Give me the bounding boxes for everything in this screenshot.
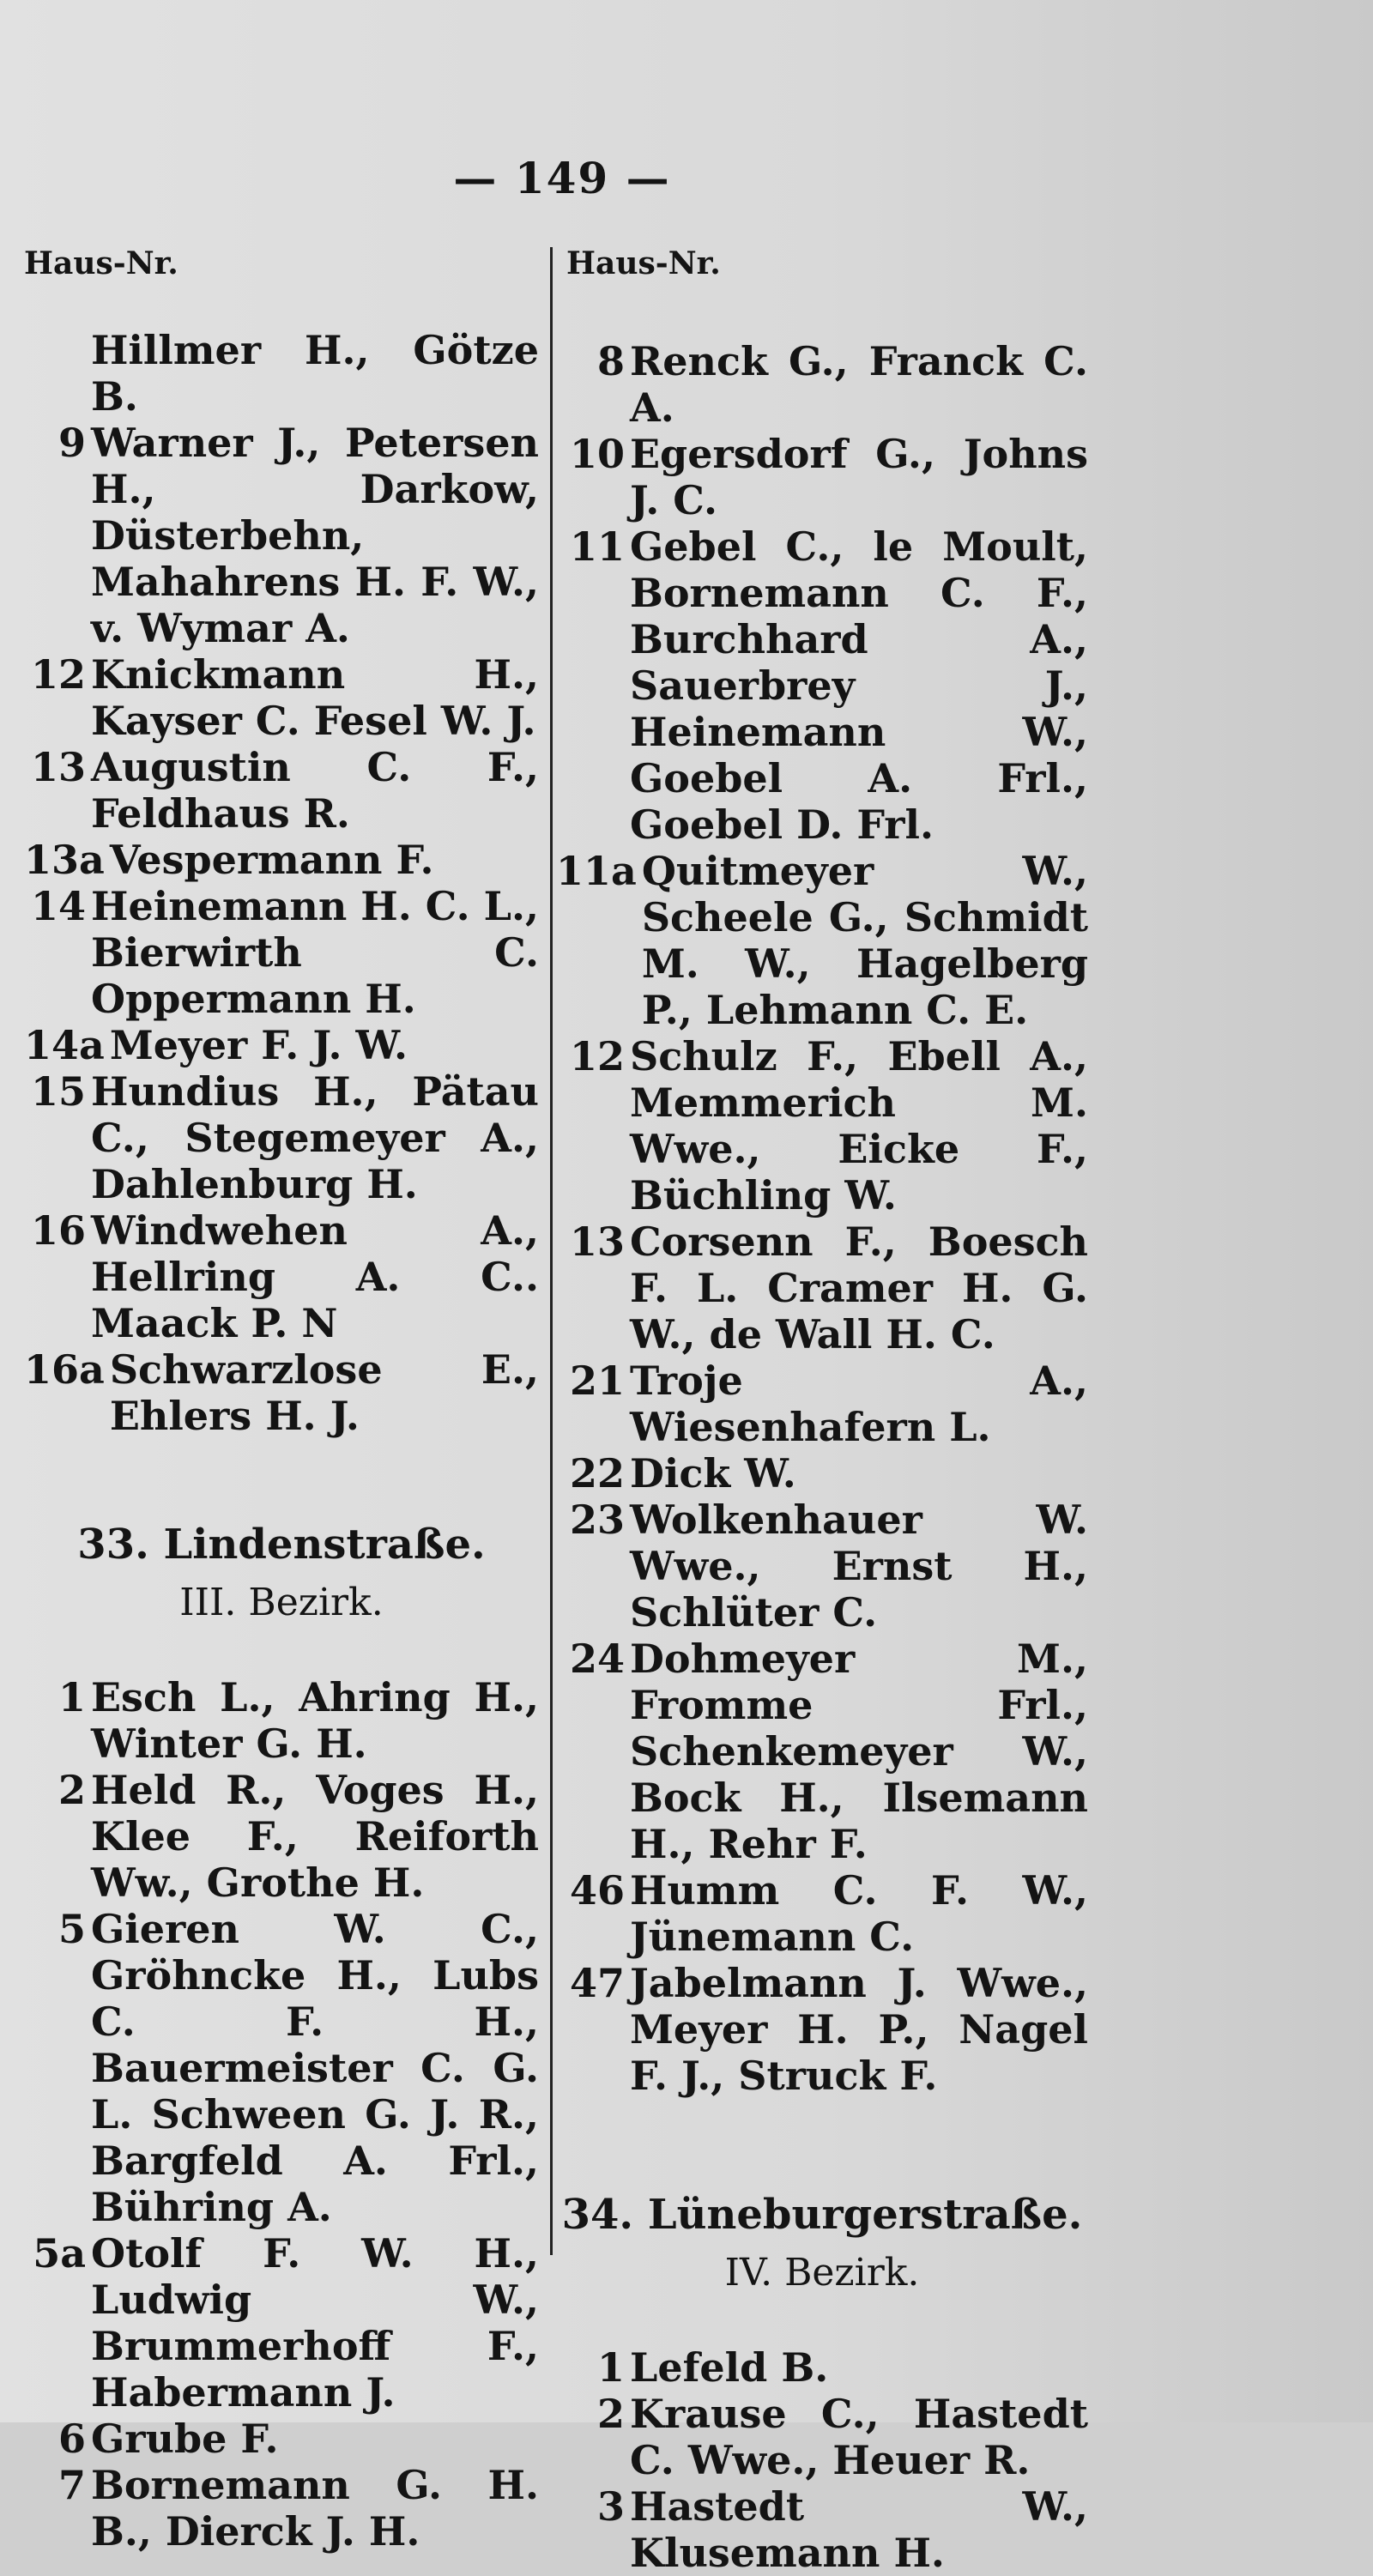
- house-number: 14a: [24, 1022, 105, 1068]
- residents: Esch L., Ahring H., Winter G. H.: [91, 1674, 539, 1767]
- house-number: 13: [569, 1218, 625, 1265]
- list-item: [556, 1450, 1088, 1497]
- residents: Hastedt W., Klusemann H.: [630, 2483, 1088, 2576]
- house-number: 24: [569, 1636, 625, 1682]
- house-number: 2: [57, 1767, 86, 1813]
- list-item: [556, 2344, 1088, 2391]
- list-item: [24, 651, 539, 744]
- residents: Otolf F. W. H., Ludwig W., Brummerhoff F., Habermann J.: [91, 2230, 539, 2416]
- house-number: 3: [596, 2483, 625, 2530]
- residents: Krause C., Hastedt C. Wwe., Heuer R.: [630, 2391, 1088, 2483]
- residents: Quitmeyer W., Scheele G., Schmidt M. W., Hagelberg P., Lehmann C. E.: [641, 848, 1088, 1033]
- house-number: 22: [569, 1450, 625, 1497]
- house-number: 7: [57, 2462, 86, 2508]
- list-item: [24, 883, 539, 1022]
- residents: Hundius H., Pätau C., Stegemeyer A., Dahlenburg H.: [91, 1068, 539, 1207]
- list-item: [556, 431, 1088, 523]
- list-item: [556, 2483, 1088, 2576]
- residents: Troje A., Wiesenhafern L.: [630, 1358, 1088, 1450]
- residents: Lefeld B.: [630, 2344, 829, 2391]
- house-number: 2: [596, 2391, 625, 2437]
- residents: Bornemann G. H. B., Dierck J. H.: [91, 2462, 539, 2555]
- list-item: [556, 1497, 1088, 1636]
- house-number: 9: [57, 420, 86, 466]
- list-item: [556, 848, 1088, 1033]
- list-item: [556, 1960, 1088, 2099]
- list-item: [24, 420, 539, 651]
- list-item: [24, 1022, 539, 1068]
- house-number: 12: [569, 1033, 625, 1079]
- left-column-header: Haus-Nr.: [24, 245, 178, 281]
- residents: Held R., Voges H., Klee F., Reiforth Ww., Grothe H.: [91, 1767, 539, 1906]
- house-number: 10: [569, 431, 625, 477]
- house-number: 21: [569, 1358, 625, 1404]
- right-column-header: Haus-Nr.: [566, 245, 721, 281]
- list-item: [556, 523, 1088, 848]
- residents: Corsenn F., Boesch F. L. Cramer H. G. W., de Wall H. C.: [630, 1218, 1088, 1358]
- list-item: [24, 2462, 539, 2555]
- list-item: [556, 1636, 1088, 1867]
- list-item: [24, 327, 539, 420]
- street-title: 34. Lüneburgerstraße.: [561, 2191, 1083, 2239]
- list-item: [556, 338, 1088, 431]
- house-number: 1: [596, 2344, 625, 2391]
- house-number: 12: [30, 651, 86, 698]
- residents: Egersdorf G., Johns J. C.: [630, 431, 1088, 523]
- residents: Meyer F. J. W.: [109, 1022, 408, 1068]
- list-item: [24, 1767, 539, 1906]
- house-number: 8: [596, 338, 625, 384]
- list-item: [24, 1906, 539, 2230]
- house-number: 5a: [33, 2230, 86, 2277]
- house-number: 14: [30, 883, 86, 929]
- house-number: 16: [30, 1207, 86, 1254]
- residents: Wolkenhauer W. Wwe., Ernst H., Schlüter C.: [630, 1497, 1088, 1636]
- street-title: 33. Lindenstraße.: [77, 1521, 486, 1569]
- residents: Windwehen A., Hellring A. C.. Maack P. N: [91, 1207, 539, 1346]
- residents: Vespermann F.: [109, 837, 434, 883]
- residents: Dick W.: [630, 1450, 796, 1497]
- house-number: [24, 327, 91, 420]
- house-number: 23: [569, 1497, 625, 1543]
- residents: Dohmeyer M., Fromme Frl., Schenkemeyer W., Bock H., Ilsemann H., Rehr F.: [630, 1636, 1088, 1867]
- list-item: [24, 837, 539, 883]
- house-number: 47: [569, 1960, 625, 2006]
- list-item: [24, 2416, 539, 2462]
- list-item: [24, 1068, 539, 1207]
- residents: Gieren W. C., Gröhncke H., Lubs C. F. H., Bauermeister C. G. L. Schween G. J. R., Bargfeld A. Frl., Bühring A.: [91, 1906, 539, 2230]
- right-column: [556, 338, 1088, 2576]
- list-item: [556, 2391, 1088, 2483]
- residents: Jabelmann J. Wwe., Meyer H. P., Nagel F. J., Struck F.: [630, 1960, 1088, 2099]
- list-item: [24, 1207, 539, 1346]
- residents: Renck G., Franck C. A.: [630, 338, 1088, 431]
- list-item: [24, 1674, 539, 1767]
- house-number: 5: [57, 1906, 86, 1952]
- house-number: 13a: [24, 837, 105, 883]
- residents: Humm C. F. W., Jünemann C.: [630, 1867, 1088, 1960]
- residents: Schulz F., Ebell A., Memmerich M. Wwe., Eicke F., Büchling W.: [630, 1033, 1088, 1218]
- house-number: 6: [57, 2416, 86, 2462]
- list-item: [556, 1033, 1088, 1218]
- left-column: [24, 327, 539, 2555]
- house-number: 11a: [556, 848, 637, 894]
- house-number: 1: [57, 1674, 86, 1720]
- house-number: 16a: [24, 1346, 105, 1393]
- residents: Heinemann H. C. L., Bierwirth C. Oppermann H.: [91, 883, 539, 1022]
- residents: Knickmann H., Kayser C. Fesel W. J.: [91, 651, 539, 744]
- column-divider: [550, 247, 553, 2255]
- residents: Gebel C., le Moult, Bornemann C. F., Burchhard A., Sauerbrey J., Heinemann W., Goebel A. Frl., Goebel D. Frl.: [630, 523, 1088, 848]
- list-item: [24, 744, 539, 837]
- page-number: — 149 —: [453, 153, 671, 203]
- district-label: IV. Bezirk.: [724, 2251, 920, 2295]
- residents: Schwarzlose E., Ehlers H. J.: [109, 1346, 539, 1439]
- house-number: 46: [569, 1867, 625, 1914]
- residents: Augustin C. F., Feldhaus R.: [91, 744, 539, 837]
- house-number: 15: [30, 1068, 86, 1115]
- residents: Grube F.: [91, 2416, 279, 2462]
- residents: Hillmer H., Götze B.: [91, 327, 539, 420]
- list-item: [556, 1358, 1088, 1450]
- house-number: 11: [569, 523, 625, 570]
- list-item: [556, 1218, 1088, 1358]
- district-label: III. Bezirk.: [179, 1581, 384, 1624]
- residents: Warner J., Petersen H., Darkow, Düsterbehn, Mahahrens H. F. W., v. Wymar A.: [91, 420, 539, 651]
- list-item: [24, 1346, 539, 1439]
- house-number: 13: [30, 744, 86, 790]
- list-item: [556, 1867, 1088, 1960]
- list-item: [24, 2230, 539, 2416]
